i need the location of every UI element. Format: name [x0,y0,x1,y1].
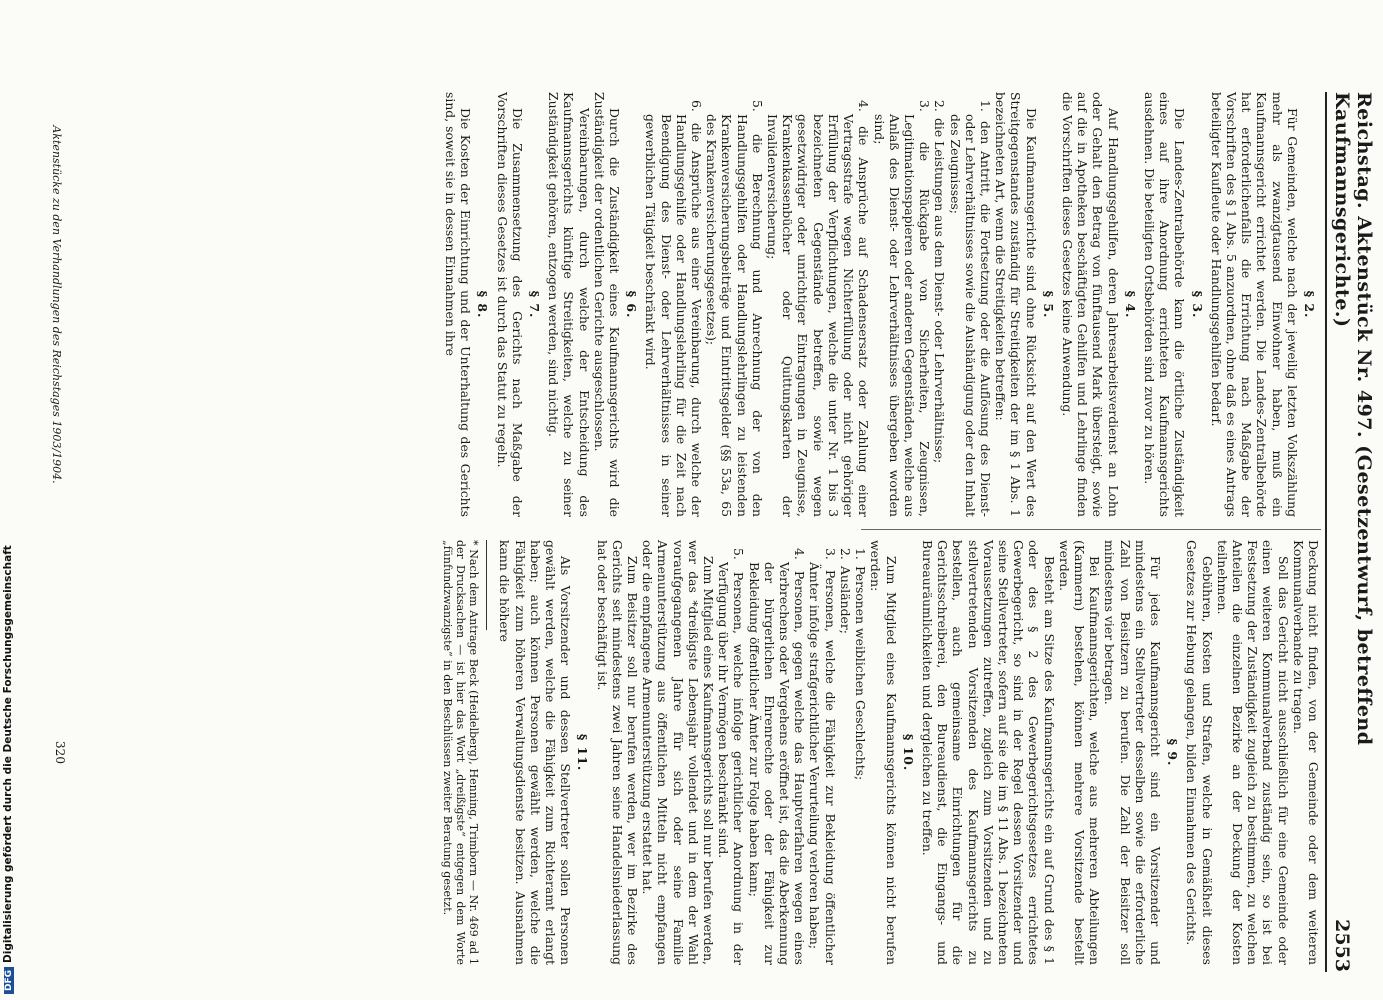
page-header [1325,92,1375,972]
list-item [853,540,868,965]
credit-text: Digitalisierung gefördert durch die Deutsche Forschungsgemeinschaft [2,545,14,963]
paragraph: Die Zusammensetzung des Gerichts nach Maßgabe der Vorschriften dieses Gesetzes ist durch das Statut zu regeln. [494,92,525,517]
paragraph: Zum Mitglied eines Kaufmannsgerichts soll nur berufen werden, wer das *dreißigste Lebensjahr vollendet und in dem der Wahl voraufgegangenen Jahre für sich oder seine Familie Armenunterstützung aus öffentlichen Mitteln nicht empfangen oder die empfangene Armenunterstützung erstattet hat. [640,540,717,965]
list-item [947,92,993,517]
list-item [871,92,932,517]
list-item-text: die Berechnung und Anrechnung der von den Handlungsgehilfen oder Handlungslehrlingen zu leistenden Krankenversicherungsbeiträge und Eintrittsgelder (§§ 53a, 65 des Krankenversicherungsgesetzes); [704,114,765,517]
dfg-logo-icon: DFG [4,967,14,994]
list-item-text: Personen, welche die Fähigkeit zur Bekleidung öffentlicher Ämter infolge strafgerichtlicher Verurteilung verloren haben; [807,562,838,965]
paragraph: Bei Kaufmannsgerichten, welche aus mehreren Abteilungen (Kammern) bestehen, können mehrere Vorsitzende bestellt werden. [1056,540,1103,965]
column-divider [861,529,1321,530]
paragraph: Auf Handlungsgehilfen, deren Jahresarbeitsverdienst an Lohn oder Gehalt den Betrag von fünftausend Mark übersteigt, sowie auf die in Apotheken beschäftigten Gehilfen und Lehrlinge finden die Vorschriften dieses Gesetzes keine Anwendung. [1059,92,1121,517]
section-heading: § 3. [1189,290,1205,319]
paragraph: Als Vorsitzender und dessen Stellvertreter sollen Personen gewählt werden, welche die Fähigkeit zum Richteramt erlangt haben; auch können Personen gewählt werden, welche die Fähigkeit zum höheren Verwaltungsdienste besitzen. Ausnahmen kann die höhere [497,540,574,965]
list-item-number: 1. [977,100,993,112]
list-item-number: 2. [837,548,853,560]
list-item-number: 5. [731,548,747,560]
header-title: Reichstag. Aktenstück Nr. 497. (Gesetzentwurf, betreffend Kaufmannsgerichte.) [1331,92,1375,746]
list-item-text: Ausländer; [837,565,853,634]
section-heading: § 9. [1165,738,1181,767]
list-item [704,92,765,517]
list-item [838,540,853,965]
paragraph: Die Kaufmannsgerichte sind ohne Rücksicht auf den Wert des Streitgegenstandes zuständig für Streitigkeiten der im § 1 Abs. 1 bezeichneten Art, wenn die Streitigkeiten betreffen: [993,92,1039,517]
list-item-text: Personen weiblichen Geschlechts; [853,565,869,781]
paragraph: Vereinbarungen, durch welche der Entscheidung des Kaufmannsgerichts künftige Streitigkeiten, welche zu seiner Zuständigkeit gehören, entzogen werden, sind nichtig. [546,92,592,517]
paragraph: Für Gemeinden, welche nach der jeweilig letzten Volkszählung mehr als zwanzigtausend Einwohner haben, muß ein Kaufmannsgericht errichtet werden. Die Landes-Zentralbehörde hat erforderlichenfalls die Errichtung nach Maßgabe der Vorschriften des § 1 Abs. 5 anzuordnen, ohne daß es eines Antrags beteiligter Kaufleute oder Handlungsgehilfen bedarf. [1208,92,1300,517]
paragraph: Durch die Zuständigkeit eines Kaufmannsgerichts wird die Zuständigkeit der ordentlichen Gerichte ausgeschlossen. [591,92,623,517]
paragraph: Besteht am Sitze des Kaufmannsgerichts ein auf Grund des § 1 oder des § 2 des Gewerbegerichtsgesetzes errichtetes Gewerbegericht, so sind in der Regel dessen Vorsitzender und seine Stellvertreter, sofern auf sie die im § 11 Abs. 1 bezeichneten Voraussetzungen zutreffen, zugleich zum Vorsitzenden und zu stellvertretenden Vorsitzenden des Kaufmannsgerichts zu bestellen, auch gemeinsame Einrichtungen für die Gerichtsschreiberei, den Bureaudienst, die Eingangs- und Bureauräumlichkeiten und dergleichen zu treffen. [919,540,1057,965]
list-item-number: 4. [856,100,872,112]
list-item-number: 3. [822,548,838,560]
list-item-text: die Rückgabe von Sicherheiten, Zeugnissen, Legitimationspapieren oder anderen Gegenständen, welche aus Anlaß des Dienst- oder Lehrverhältnisses übergeben worden sind; [871,114,933,517]
section-heading: § 4. [1122,290,1138,319]
list-item-text: die Ansprüche aus einer Vereinbarung, durch welche der Handlungsgehilfe oder Handlungslehrling für die Zeit nach Beendigung des Dienst- oder Lehrverhältnisses in seiner gewerblichen Tätigkeit beschränkt wird. [643,114,705,517]
section-heading: § 11. [575,733,591,772]
paragraph: Soll das Gericht nicht ausschließlich für eine Gemeinde oder einen weiteren Kommunalverband zuständig sein, so ist bei Festsetzung der Zuständigkeit zugleich zu bestimmen, zu welchen Anteilen die einzelnen Bezirke an der Deckung der Kosten teilnehmen. [1214,540,1291,965]
left-column [443,92,1321,517]
section-heading: § 8. [475,290,491,319]
paragraph: Zum Beisitzer soll nur berufen werden, wer im Bezirke des Gerichts seit mindestens zwei Jahren seine Handelsniederlassung hat oder beschäftigt ist. [594,540,641,965]
list-item-number: 1. [853,548,869,560]
list-item-text: Personen, welche infolge gerichtlicher Anordnung in der Verfügung über ihr Vermögen beschränkt sind. [716,562,747,965]
dfg-credit [2,4,15,994]
footer-page-number: 320 [53,741,67,764]
section-heading: § 6. [624,290,640,319]
list-item [746,540,807,965]
list-item-number: 4. [792,548,808,560]
paragraph: Für jedes Kaufmannsgericht sind ein Vorsitzender und mindestens ein Stellvertreter desselben sowie die erforderliche Zahl von Beisitzern zu berufen. Die Zahl der Beisitzer soll mindestens vier betragen. [1102,540,1163,965]
list-item-number: 2. [932,100,948,112]
paragraph: Die Landes-Zentralbehörde kann die örtliche Zuständigkeit eines auf ihre Anordnung errichteten Kaufmannsgerichts ausdehnen. Die beteiligten Ortsbehörden sind zuvor zu hören. [1141,92,1188,517]
paragraph: Zum Mitglied eines Kaufmannsgerichts können nicht berufen werden: [868,540,899,965]
section-heading: § 7. [527,290,543,319]
paragraph: Die Kosten der Einrichtung und der Unterhaltung des Gerichts sind, soweit sie in dessen Einnahmen ihre [443,92,474,517]
list-item-text: die Leistungen aus dem Dienst- oder Lehrverhältnisse; [932,117,948,464]
list-item-text: Personen, gegen welche das Hauptverfahren wegen eines Verbrechens oder Vergehens eröffnet ist, das die Aberkennung der bürgerlichen Ehrenrechte oder der Fähigkeit zur Bekleidung öffentlicher Ämter zur Folge haben kann; [746,562,808,965]
list-item [765,92,871,517]
list-item [643,92,704,517]
dfg-credit-strip [0,0,16,1000]
list-item-text: den Antritt, die Fortsetzung oder die Auflösung des Dienst- oder Lehrverhältnisses sowie die Aushändigung oder den Inhalt des Zeugnisses; [947,114,993,517]
header-page-number: 2553 [1331,919,1353,972]
section-heading: § 5. [1040,290,1056,319]
paragraph: Deckung nicht finden, von der Gemeinde oder dem weiteren Kommunalverbande zu tragen. [1290,540,1321,965]
right-column [441,540,1321,965]
list-item [807,540,837,965]
section-heading: § 10. [900,733,916,772]
section-heading: § 2. [1302,290,1317,319]
list-item-number: 5. [749,100,765,112]
footnote: * Nach dem Antrage Beck (Heidelberg), Henning, Trimborn — Nr. 469 ad 1 der Drucksachen — ist hier das Wort „dreißigste“ entgegen dem Worte „fünfundzwanzigste“ in den Beschlüssen zweiter Beratung gesetzt. [441,540,481,965]
list-item [932,92,947,517]
list-item-number: 3. [917,100,933,112]
paragraph: Gebühren, Kosten und Strafen, welche in Gemäßheit dieses Gesetzes zur Hebung gelangen, bilden Einnahmen des Gerichts. [1184,540,1215,965]
footnote-rule [486,540,487,630]
list-item-number: 6. [689,100,705,112]
list-item-text: die Ansprüche auf Schadensersatz oder Zahlung einer Vertragsstrafe wegen Nichterfüllung oder nicht gehöriger Erfüllung der Verpflichtungen, welche die unter Nr. 1 bis 3 bezeichneten Gegenstände betreffen, sowie wegen gesetzwidriger oder unrichtiger Eintragungen in Zeugnisse, Krankenkassenbücher oder Quittungskarten der Invalidenversicherung; [765,114,872,517]
footer-note: Aktenstücke zu den Verhandlungen des Reichstages 1903/1904. [50,125,63,484]
list-item [716,540,746,965]
